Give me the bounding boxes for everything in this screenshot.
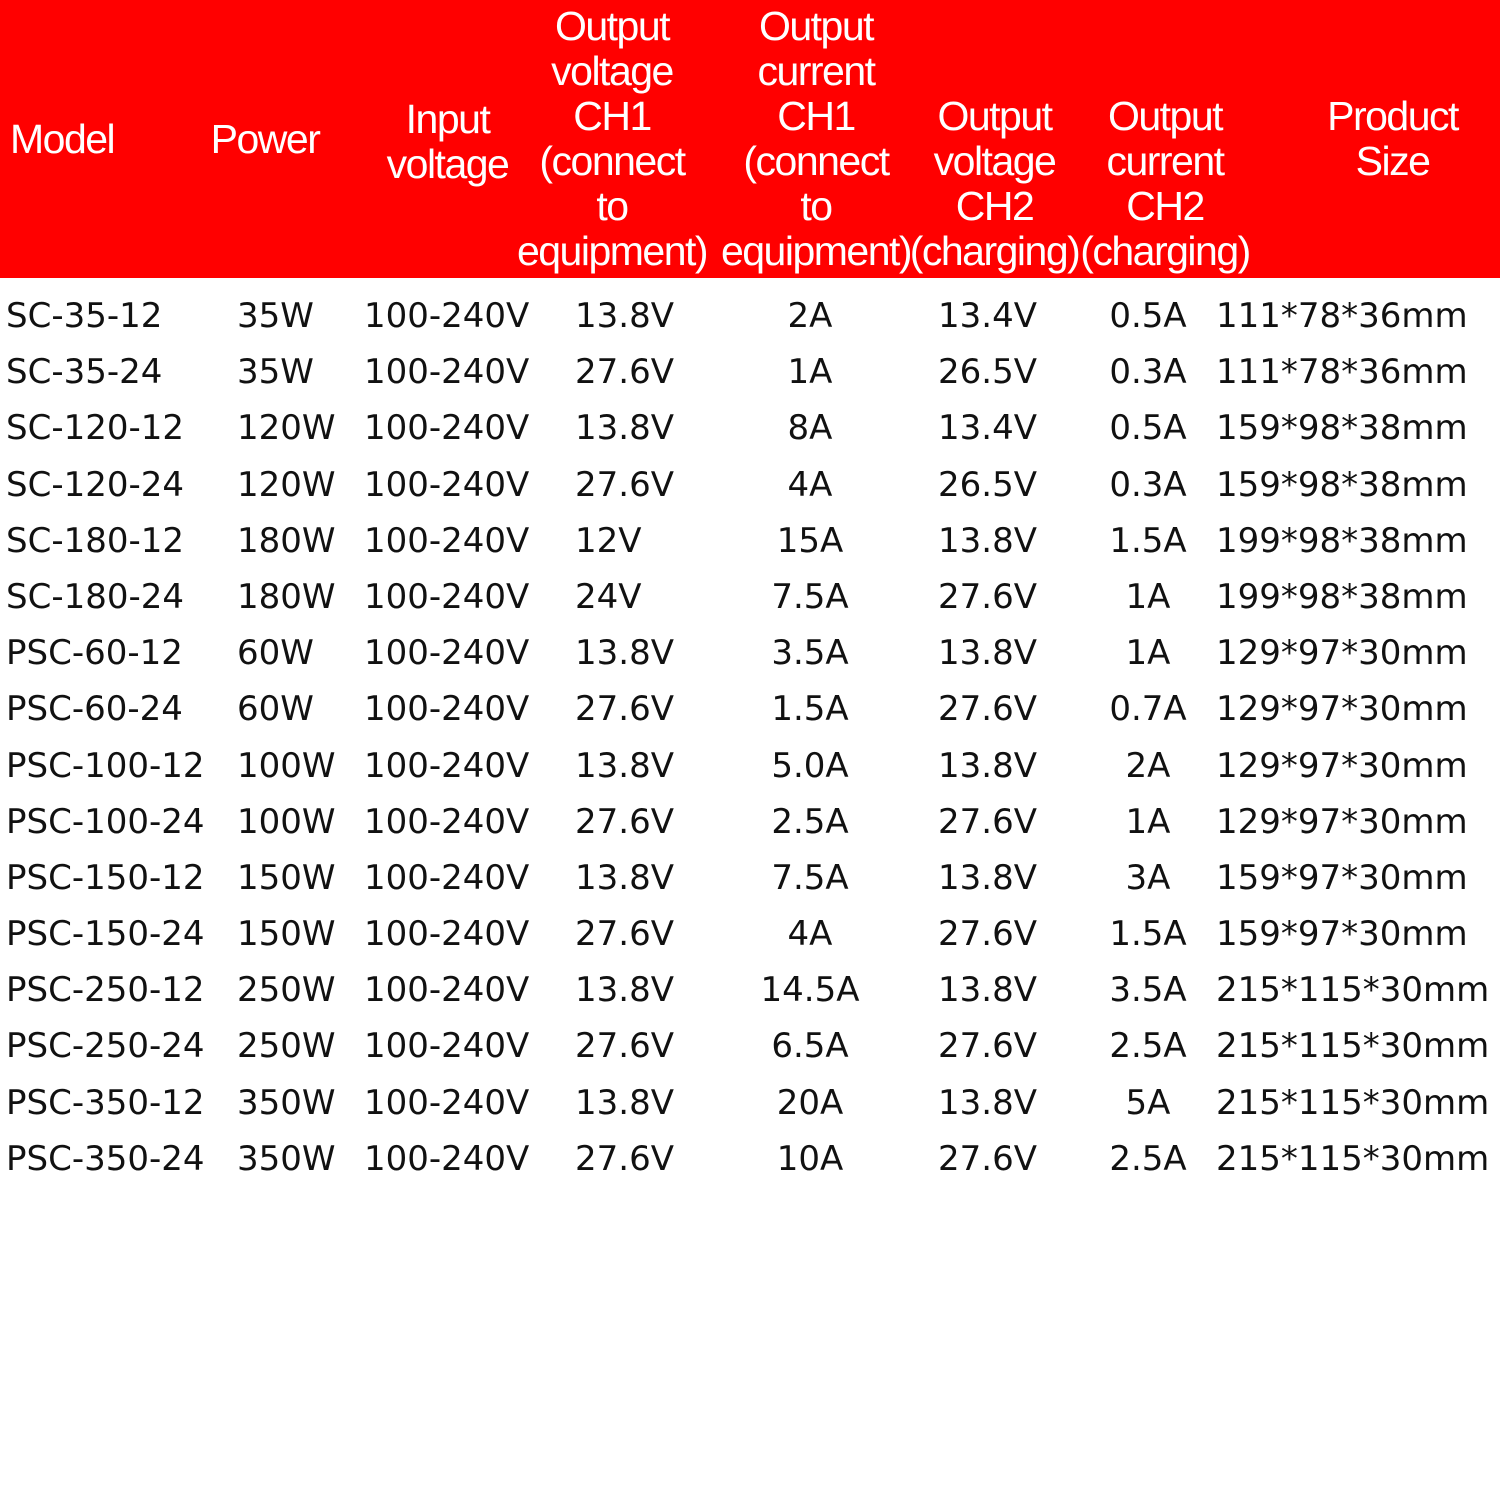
cell-output-current-ch1: 1.5A [771, 689, 849, 730]
cell-output-current-ch2: 0.5A [1109, 296, 1187, 336]
cell-input-voltage: 100-240V [364, 745, 530, 786]
cell-output-current-ch2: 2A [1125, 745, 1171, 786]
cell-output-voltage-ch2: 13.8V [938, 1082, 1037, 1123]
cell-output-current-ch1: 7.5A [771, 857, 849, 898]
cell-model: PSC-350-24 [6, 1138, 205, 1179]
cell-product-size: 129*97*30mm [1216, 745, 1468, 786]
table-row [0, 569, 1500, 625]
cell-power: 60W [237, 689, 314, 730]
cell-product-size: 215*115*30mm [1216, 1138, 1490, 1179]
cell-model: PSC-150-24 [6, 914, 205, 955]
cell-input-voltage: 100-240V [364, 1082, 530, 1123]
cell-input-voltage: 100-240V [364, 576, 530, 617]
cell-product-size: 215*115*30mm [1216, 970, 1490, 1011]
header-output-current-ch1: Output current CH1 (connect to equipment) [720, 3, 912, 274]
cell-input-voltage: 100-240V [364, 520, 530, 561]
cell-output-voltage-ch1: 13.8V [575, 408, 674, 449]
cell-power: 250W [237, 1026, 336, 1067]
cell-output-voltage-ch2: 13.8V [938, 745, 1037, 786]
cell-output-voltage-ch2: 27.6V [938, 801, 1037, 842]
cell-input-voltage: 100-240V [364, 633, 530, 674]
cell-power: 150W [237, 857, 336, 898]
cell-output-current-ch1: 1A [787, 352, 833, 393]
cell-input-voltage: 100-240V [364, 857, 530, 898]
cell-output-voltage-ch2: 26.5V [938, 464, 1037, 505]
cell-model: PSC-350-12 [6, 1082, 205, 1123]
cell-output-current-ch2: 1.5A [1109, 520, 1187, 561]
cell-power: 180W [237, 576, 336, 617]
cell-output-voltage-ch2: 27.6V [938, 1026, 1037, 1067]
cell-output-current-ch1: 4A [787, 914, 833, 955]
cell-output-current-ch1: 6.5A [771, 1026, 849, 1067]
cell-output-voltage-ch1: 24V [575, 576, 642, 617]
cell-output-voltage-ch1: 13.8V [575, 296, 674, 336]
table-row [0, 400, 1500, 456]
cell-output-current-ch1: 10A [776, 1138, 844, 1179]
cell-output-current-ch1: 15A [776, 520, 844, 561]
cell-output-voltage-ch1: 13.8V [575, 970, 674, 1011]
cell-input-voltage: 100-240V [364, 914, 530, 955]
cell-product-size: 159*97*30mm [1216, 857, 1468, 898]
cell-model: PSC-250-24 [6, 1026, 205, 1067]
header-output-voltage-ch2: Output voltage CH2 (charging) [909, 93, 1080, 274]
table-row [0, 344, 1500, 400]
cell-product-size: 129*97*30mm [1216, 633, 1468, 674]
cell-product-size: 159*98*38mm [1216, 408, 1468, 449]
cell-output-voltage-ch2: 27.6V [938, 1138, 1037, 1179]
cell-output-current-ch1: 20A [776, 1082, 844, 1123]
cell-input-voltage: 100-240V [364, 352, 530, 393]
cell-output-voltage-ch2: 13.8V [938, 520, 1037, 561]
cell-model: PSC-60-24 [6, 689, 183, 730]
header-output-voltage-ch1: Output voltage CH1 (connect to equipment) [516, 3, 708, 274]
cell-output-voltage-ch1: 27.6V [575, 352, 674, 393]
cell-product-size: 215*115*30mm [1216, 1082, 1490, 1123]
table-row [0, 457, 1500, 513]
cell-power: 35W [237, 296, 314, 336]
cell-output-current-ch2: 0.5A [1109, 408, 1187, 449]
cell-output-current-ch2: 1A [1125, 576, 1171, 617]
table-row [0, 288, 1500, 344]
cell-output-current-ch1: 5.0A [771, 745, 849, 786]
cell-power: 150W [237, 914, 336, 955]
cell-output-current-ch2: 0.7A [1109, 689, 1187, 730]
cell-model: SC-180-24 [6, 576, 185, 617]
cell-model: SC-180-12 [6, 520, 185, 561]
cell-output-current-ch2: 1.5A [1109, 914, 1187, 955]
cell-output-voltage-ch2: 13.8V [938, 857, 1037, 898]
cell-output-voltage-ch2: 27.6V [938, 914, 1037, 955]
cell-output-current-ch2: 2.5A [1109, 1138, 1187, 1179]
header-output-current-ch2: Output current CH2 (charging) [1080, 93, 1250, 274]
cell-output-current-ch1: 2A [787, 296, 833, 336]
cell-output-current-ch2: 0.3A [1109, 352, 1187, 393]
cell-output-current-ch2: 2.5A [1109, 1026, 1187, 1067]
cell-input-voltage: 100-240V [364, 296, 530, 336]
cell-output-voltage-ch1: 13.8V [575, 857, 674, 898]
cell-output-voltage-ch2: 27.6V [938, 576, 1037, 617]
cell-output-voltage-ch1: 27.6V [575, 464, 674, 505]
table-row [0, 1075, 1500, 1131]
header-power: Power [210, 115, 320, 162]
cell-output-current-ch1: 3.5A [771, 633, 849, 674]
table-row [0, 1131, 1500, 1187]
cell-power: 120W [237, 408, 336, 449]
table-row [0, 962, 1500, 1018]
cell-output-current-ch2: 1A [1125, 633, 1171, 674]
header-product-size: Product Size [1327, 93, 1458, 184]
cell-model: SC-120-12 [6, 408, 185, 449]
cell-model: SC-35-12 [6, 296, 163, 336]
cell-power: 250W [237, 970, 336, 1011]
cell-input-voltage: 100-240V [364, 464, 530, 505]
cell-output-voltage-ch1: 27.6V [575, 801, 674, 842]
cell-product-size: 199*98*38mm [1216, 520, 1468, 561]
cell-model: SC-120-24 [6, 464, 185, 505]
cell-output-voltage-ch1: 27.6V [575, 689, 674, 730]
cell-output-voltage-ch1: 13.8V [575, 633, 674, 674]
cell-output-voltage-ch1: 12V [575, 520, 642, 561]
table-row [0, 906, 1500, 962]
cell-model: PSC-60-12 [6, 633, 183, 674]
cell-output-voltage-ch2: 27.6V [938, 689, 1037, 730]
cell-output-current-ch2: 0.3A [1109, 464, 1187, 505]
cell-output-voltage-ch2: 13.4V [938, 408, 1037, 449]
cell-input-voltage: 100-240V [364, 1026, 530, 1067]
cell-power: 180W [237, 520, 336, 561]
cell-product-size: 129*97*30mm [1216, 689, 1468, 730]
cell-output-voltage-ch2: 13.8V [938, 970, 1037, 1011]
cell-output-voltage-ch2: 26.5V [938, 352, 1037, 393]
cell-output-current-ch2: 5A [1125, 1082, 1171, 1123]
table-row [0, 850, 1500, 906]
cell-output-current-ch1: 4A [787, 464, 833, 505]
table-row [0, 625, 1500, 681]
cell-power: 60W [237, 633, 314, 674]
table-row [0, 1018, 1500, 1074]
cell-model: PSC-150-12 [6, 857, 205, 898]
cell-output-current-ch2: 1A [1125, 801, 1171, 842]
cell-output-current-ch1: 2.5A [771, 801, 849, 842]
cell-model: PSC-100-12 [6, 745, 205, 786]
cell-product-size: 199*98*38mm [1216, 576, 1468, 617]
cell-model: SC-35-24 [6, 352, 163, 393]
cell-output-voltage-ch1: 27.6V [575, 914, 674, 955]
header-model: Model [10, 115, 115, 162]
table-header [0, 0, 1500, 278]
cell-output-current-ch2: 3.5A [1109, 970, 1187, 1011]
cell-model: PSC-250-12 [6, 970, 205, 1011]
cell-power: 350W [237, 1082, 336, 1123]
cell-input-voltage: 100-240V [364, 801, 530, 842]
cell-power: 35W [237, 352, 314, 393]
cell-product-size: 129*97*30mm [1216, 801, 1468, 842]
cell-output-current-ch1: 7.5A [771, 576, 849, 617]
cell-output-current-ch1: 14.5A [760, 970, 860, 1011]
cell-input-voltage: 100-240V [364, 1138, 530, 1179]
cell-product-size: 111*78*36mm [1216, 296, 1468, 336]
cell-output-voltage-ch1: 13.8V [575, 745, 674, 786]
table-row [0, 513, 1500, 569]
cell-input-voltage: 100-240V [364, 689, 530, 730]
cell-product-size: 159*97*30mm [1216, 914, 1468, 955]
header-input-voltage: Input voltage [386, 96, 509, 187]
cell-input-voltage: 100-240V [364, 408, 530, 449]
cell-output-voltage-ch1: 27.6V [575, 1026, 674, 1067]
table-row [0, 681, 1500, 737]
cell-output-voltage-ch1: 27.6V [575, 1138, 674, 1179]
cell-output-current-ch2: 3A [1125, 857, 1171, 898]
cell-output-current-ch1: 8A [787, 408, 833, 449]
cell-product-size: 159*98*38mm [1216, 464, 1468, 505]
table-row [0, 794, 1500, 850]
cell-product-size: 111*78*36mm [1216, 352, 1468, 393]
cell-output-voltage-ch2: 13.8V [938, 633, 1037, 674]
table-row [0, 738, 1500, 794]
cell-model: PSC-100-24 [6, 801, 205, 842]
cell-output-voltage-ch2: 13.4V [938, 296, 1037, 336]
cell-output-voltage-ch1: 13.8V [575, 1082, 674, 1123]
cell-input-voltage: 100-240V [364, 970, 530, 1011]
cell-power: 100W [237, 801, 336, 842]
cell-power: 100W [237, 745, 336, 786]
table-body [0, 288, 1500, 1187]
cell-power: 120W [237, 464, 336, 505]
cell-power: 350W [237, 1138, 336, 1179]
cell-product-size: 215*115*30mm [1216, 1026, 1490, 1067]
